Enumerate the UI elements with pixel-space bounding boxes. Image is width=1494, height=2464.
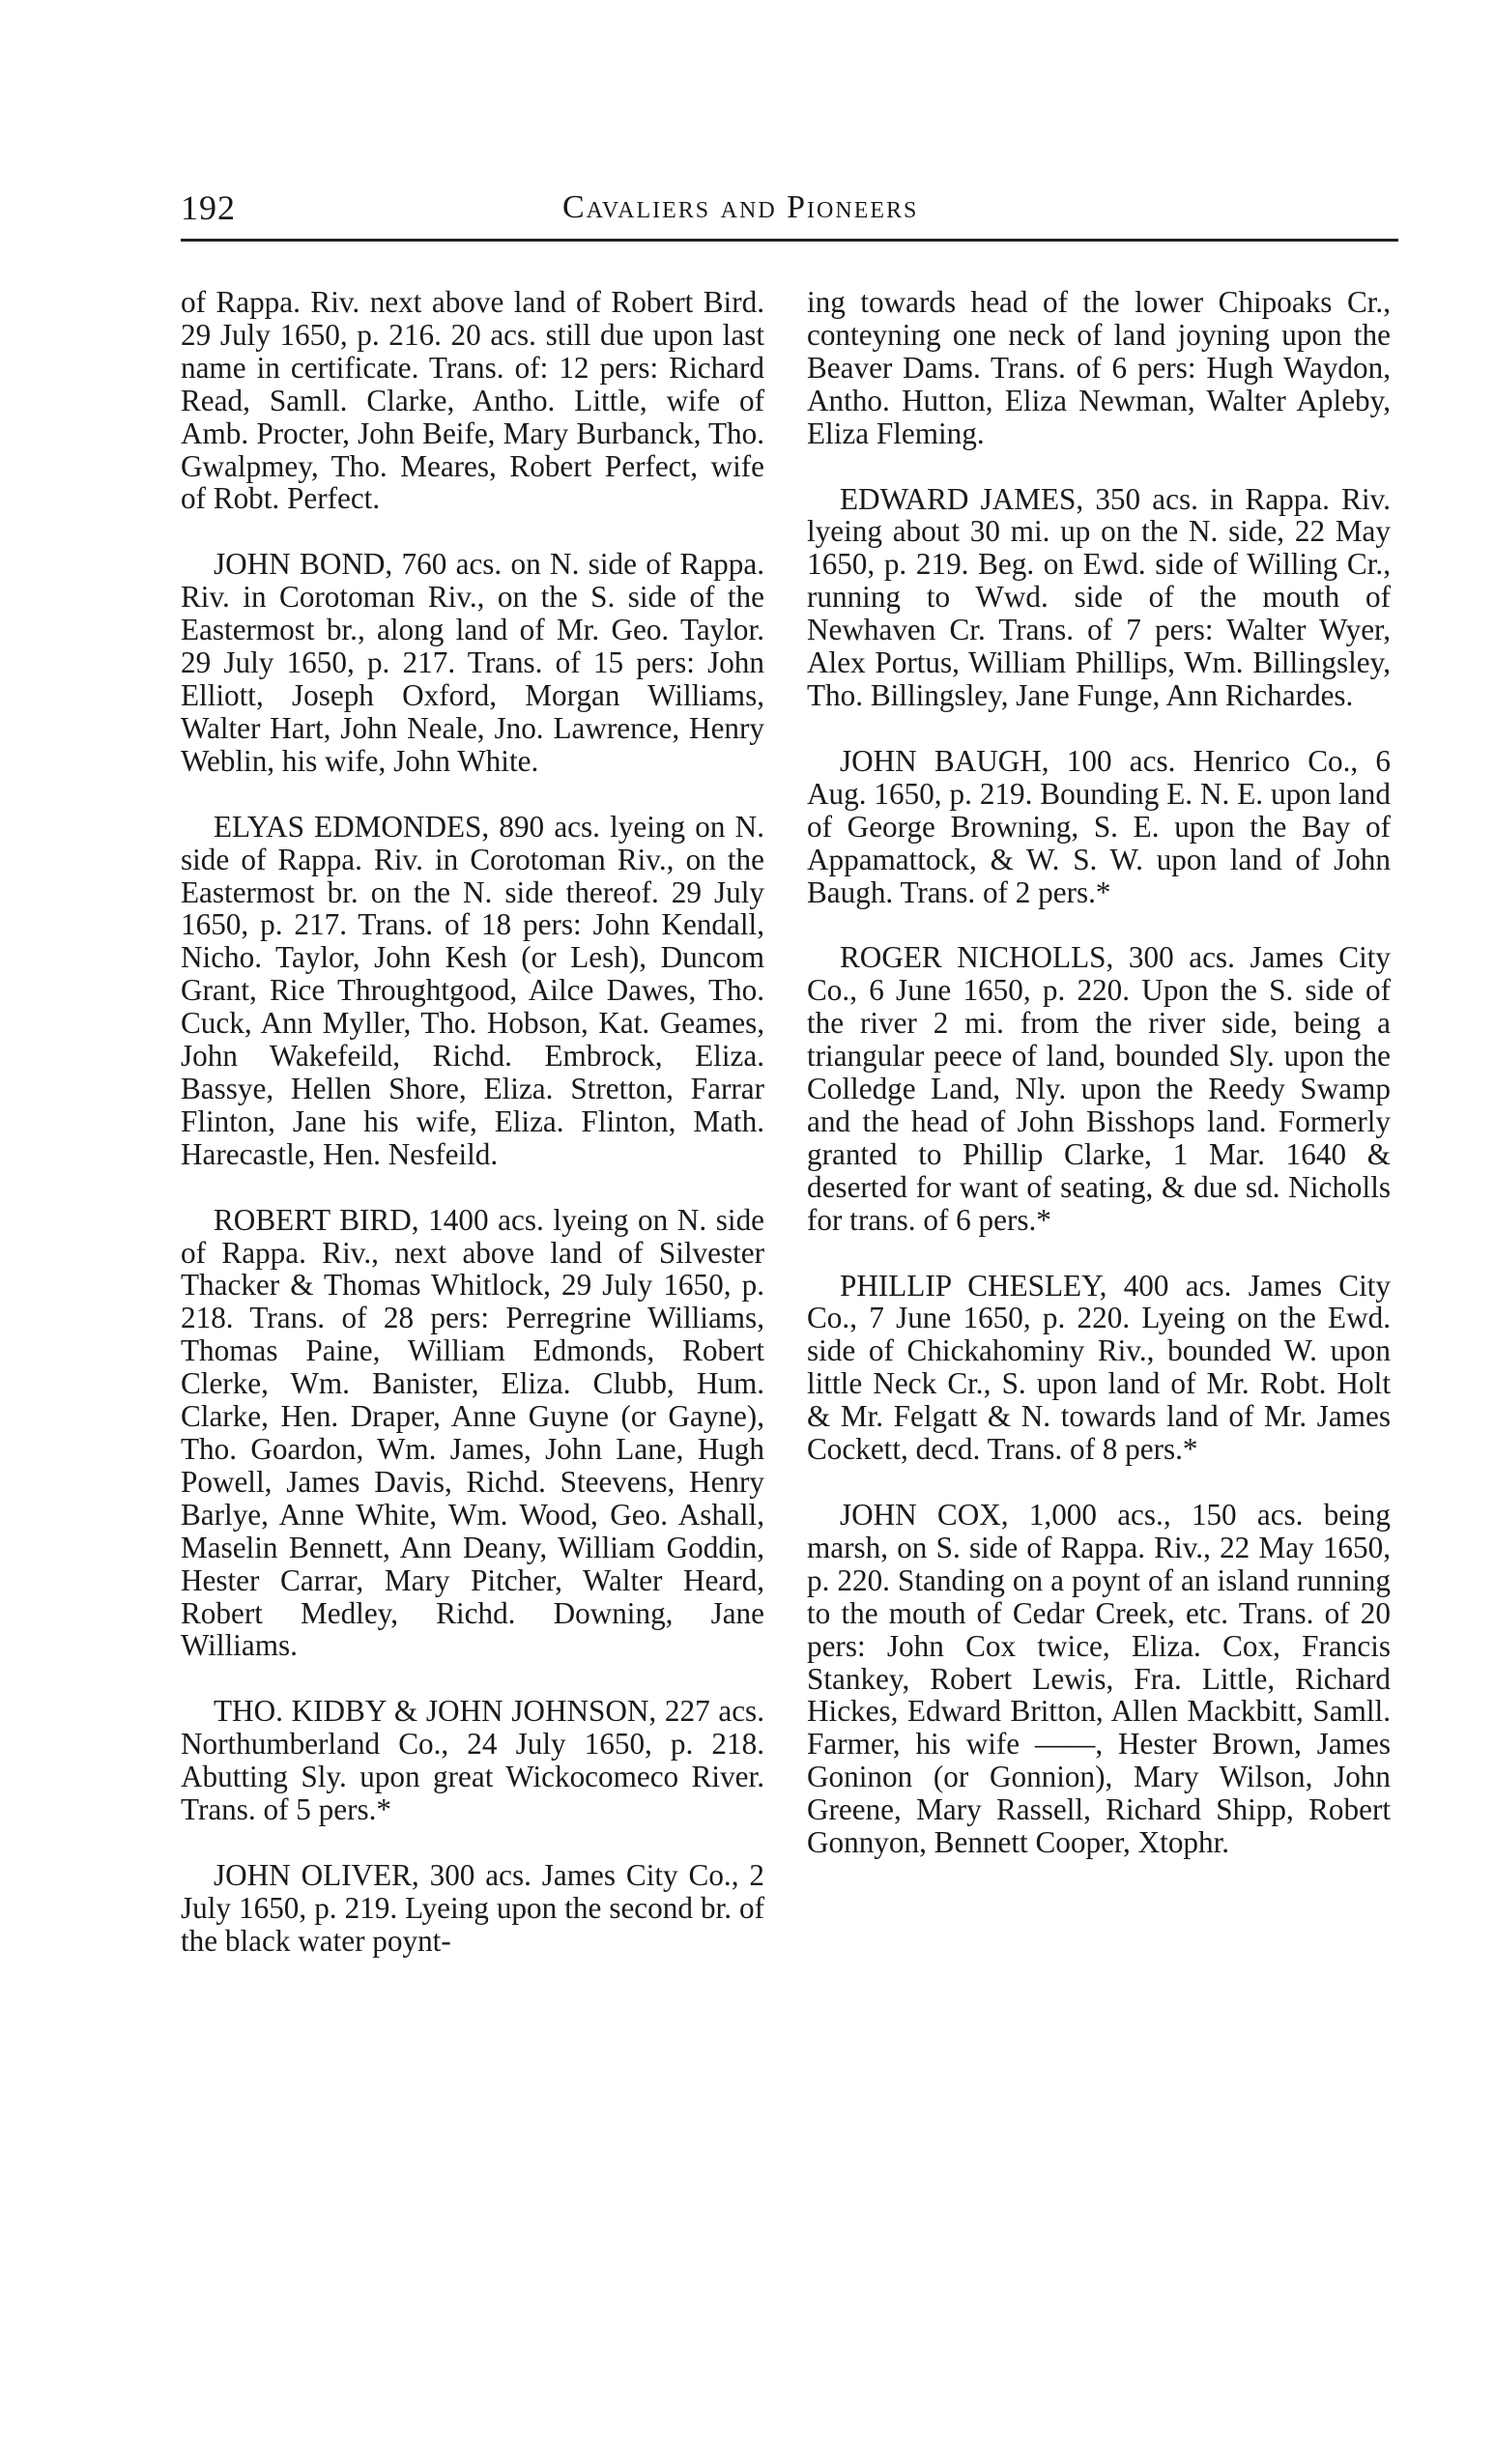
entry-continuation: of Rappa. Riv. next above land of Robert Bird. 29 July 1650, p. 216. 20 acs. still due upon last name in certificate. Trans. of: 12 pers: Richard Read, Samll. Clarke, Antho. Little, wife of Amb. Procter, John Beife, Mary Burbanck, Tho. Gwalpmey, Tho. Meares, Robert Perfect, wife of Robt. Perfect. [181,285,764,516]
entry-john-bond: JOHN BOND, 760 acs. on N. side of Rappa. Riv. in Corotoman Riv., on the S. side of the Eastermost br., along land of Mr. Geo. Taylor. 29 July 1650, p. 217. Trans. of 15 pers: John Elliott, Joseph Oxford, Morgan Williams, Walter Hart, John Neale, Jno. Lawrence, Henry Weblin, his wife, John White. [181,547,764,778]
page-number: 192 [181,188,236,227]
right-column [807,286,1391,1892]
header-rule [181,239,1398,242]
entry-john-baugh: JOHN BAUGH, 100 acs. Henrico Co., 6 Aug. 1650, p. 219. Bounding E. N. E. upon land of George Browning, S. E. upon the Bay of Appamattock, & W. S. W. upon land of John Baugh. Trans. of 2 pers.* [807,743,1391,909]
entry-phillip-chesley: PHILLIP CHESLEY, 400 acs. James City Co., 7 June 1650, p. 220. Lyeing on the Ewd. side of Chickahominy Riv., bounded W. upon little Neck Cr., S. upon land of Mr. Robt. Holt & Mr. Felgatt & N. towards land of Mr. James Cockett, decd. Trans. of 8 pers.* [807,1268,1391,1467]
page-header [181,184,1398,242]
entry-john-cox: JOHN COX, 1,000 acs., 150 acs. being marsh, on S. side of Rappa. Riv., 22 May 1650, p. 220. Standing on a poynt of an island running to the mouth of Cedar Creek, etc. Trans. of 20 pers: John Cox twice, Eliza. Cox, Francis Stankey, Robert Lewis, Fra. Little, Richard Hickes, Edward Britton, Allen Mackbitt, Samll. Farmer, his wife ——, Hester Brown, James Goninon (or Gonnion), Mary Wilson, John Greene, Mary Rassell, Richard Shipp, Robert Gonnyon, Bennett Cooper, Xtophr. [807,1498,1391,1860]
entry-robert-bird: ROBERT BIRD, 1400 acs. lyeing on N. side of Rappa. Riv., next above land of Silvester Thacker & Thomas Whitlock, 29 July 1650, p. 218. Trans. of 28 pers: Perregrine Williams, Thomas Paine, William Edmonds, Robert Clerke, Wm. Banister, Eliza. Clubb, Hum. Clarke, Hen. Draper, Anne Guyne (or Gayne), Tho. Goardon, Wm. James, John Lane, Hugh Powell, James Davis, Richd. Steevens, Henry Barlye, Anne White, Wm. Wood, Geo. Ashall, Maselin Bennett, Ann Deany, William Goddin, Hester Carrar, Mary Pitcher, Walter Heard, Robert Medley, Richd. Downing, Jane Williams. [181,1202,764,1663]
entry-elyas-edmondes: ELYAS EDMONDES, 890 acs. lyeing on N. side of Rappa. Riv. in Corotoman Riv., on the Eastermost br. on the N. side thereof. 29 July 1650, p. 217. Trans. of 18 pers: John Kendall, Nicho. Taylor, John Kesh (or Lesh), Duncom Grant, Rice Throughtgood, Ailce Dawes, Tho. Cuck, Ann Myller, Tho. Hobson, Kat. Geames, John Wakefeild, Richd. Embrock, Eliza. Bassye, Hellen Shore, Eliza. Stretton, Farrar Flinton, Jane his wife, Eliza. Flinton, Math. Harecastle, Hen. Nesfeild. [181,809,764,1171]
entry-roger-nicholls: ROGER NICHOLLS, 300 acs. James City Co., 6 June 1650, p. 220. Upon the S. side of the river 2 mi. from the river side, being a triangular peece of land, bounded Sly. upon the Colledge Land, Nly. upon the Reedy Swamp and the head of John Bisshops land. Formerly granted to Phillip Clarke, 1 Mar. 1640 & deserted for want of seating, & due sd. Nicholls for trans. of 6 pers.* [807,940,1391,1237]
running-title: Cavaliers and Pioneers [562,189,919,225]
entry-john-oliver-continued: ing towards head of the lower Chipoaks Cr., conteyning one neck of land joyning upon the Beaver Dams. Trans. of 6 pers: Hugh Waydon, Antho. Hutton, Eliza Newman, Walter Apleby, Eliza Fleming. [807,285,1391,450]
entry-kidby-johnson: THO. KIDBY & JOHN JOHNSON, 227 acs. Northumberland Co., 24 July 1650, p. 218. Abutting Sly. upon great Wickocomeco River. Trans. of 5 pers.* [181,1694,764,1827]
left-column [181,286,764,1991]
entry-edward-james: EDWARD JAMES, 350 acs. in Rappa. Riv. lyeing about 30 mi. up on the N. side, 22 May 1650, p. 219. Beg. on Ewd. side of Willing Cr., running to Wwd. side of the mouth of Newhaven Cr. Trans. of 7 pers: Walter Wyer, Alex Portus, William Phillips, Wm. Billingsley, Tho. Billingsley, Jane Funge, Ann Richardes. [807,481,1391,712]
entry-john-oliver: JOHN OLIVER, 300 acs. James City Co., 2 July 1650, p. 219. Lyeing upon the second br. of the black water poynt- [181,1857,764,1958]
